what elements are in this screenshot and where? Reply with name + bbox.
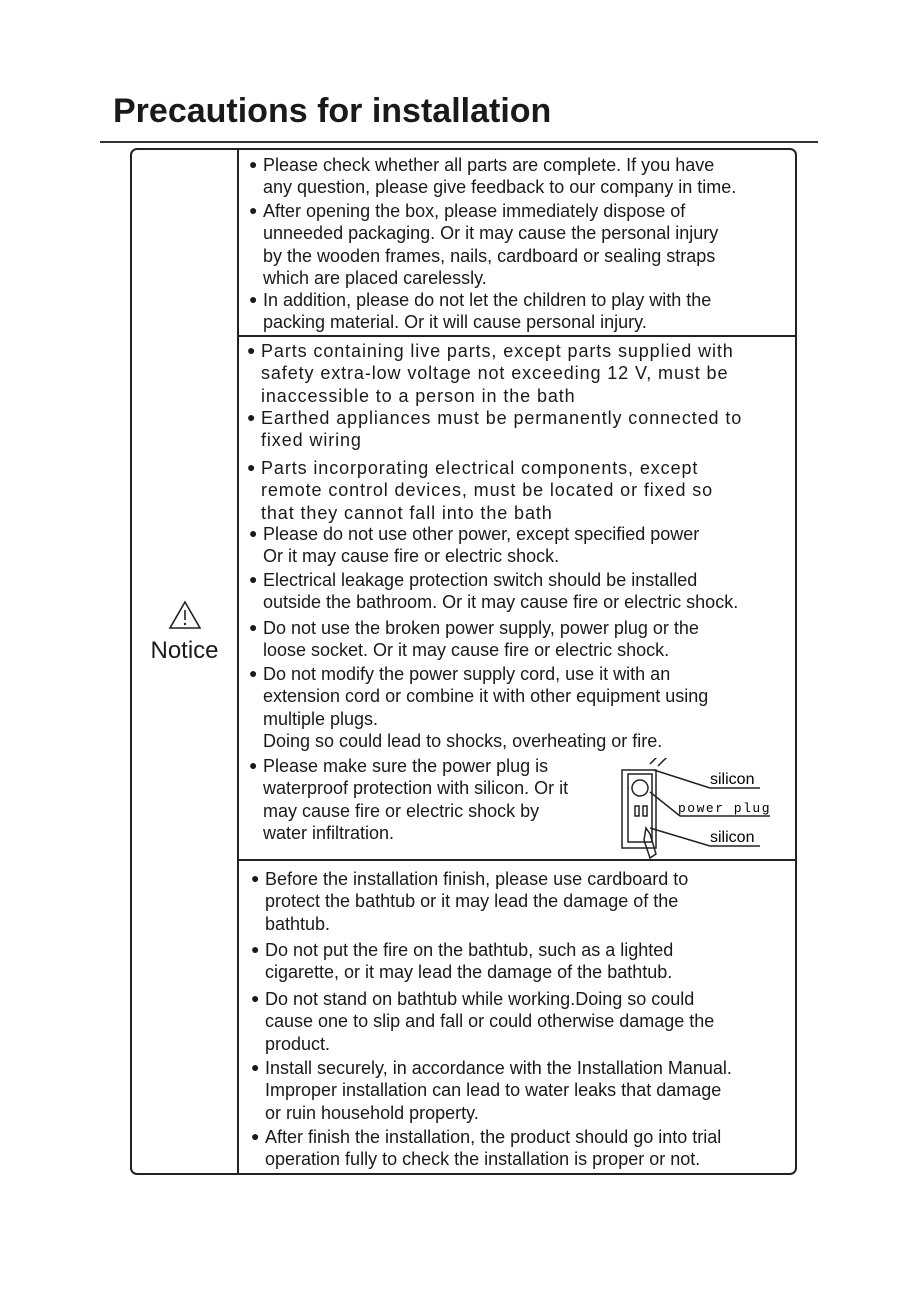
bullet-line: extension cord or combine it with other equipment using — [263, 686, 709, 707]
bullet-line: that they cannot fall into the bath — [261, 502, 553, 523]
bullet-line: may cause fire or electric shock by — [263, 800, 540, 821]
silicon-label-bottom: silicon — [710, 829, 755, 846]
bullet-icon: ● — [249, 525, 258, 541]
power-plug-label: power plug — [678, 801, 772, 816]
bullet-item — [251, 868, 688, 935]
bullet-item — [251, 1126, 721, 1171]
column-divider — [237, 150, 239, 1173]
bullet-item — [247, 407, 742, 452]
bullet-line: packing material. Or it will cause personal injury. — [263, 312, 647, 333]
bullet-line: outside the bathroom. Or it may cause fire or electric shock. — [263, 592, 739, 613]
bullet-line: fixed wiring — [261, 430, 362, 451]
bullet-line: by the wooden frames, nails, cardboard or sealing straps — [263, 245, 716, 266]
bullet-line: Electrical leakage protection switch should be installed — [263, 570, 698, 590]
bullet-line: operation fully to check the installation is proper or not. — [265, 1149, 701, 1170]
title-divider — [100, 141, 818, 143]
bullet-line: cigarette, or it may lead the damage of the bathtub. — [265, 962, 673, 983]
bullet-line: After finish the installation, the product should go into trial — [265, 1127, 722, 1147]
bullet-line: After opening the box, please immediately dispose of — [263, 201, 686, 221]
bullet-item — [249, 200, 718, 290]
bullet-icon: ● — [249, 571, 258, 587]
bullet-icon: ● — [251, 990, 260, 1006]
bullet-line: multiple plugs. — [263, 708, 379, 729]
bullet-item — [251, 1057, 732, 1124]
bullet-item — [249, 617, 699, 662]
bullet-item — [247, 340, 734, 407]
bullet-line: cause one to slip and fall or could otherwise damage the — [265, 1011, 715, 1032]
bullet-line: any question, please give feedback to our company in time. — [263, 177, 737, 198]
power-plug-diagram — [610, 758, 795, 863]
bullet-line: waterproof protection with silicon. Or it — [263, 778, 569, 799]
bullet-icon: ● — [249, 156, 258, 172]
bullet-line: Do not modify the power supply cord, use it with an — [263, 664, 671, 684]
bullet-line: which are placed carelessly. — [263, 268, 487, 289]
bullet-line: Do not use the broken power supply, power plug or the — [263, 618, 699, 638]
bullet-item — [249, 663, 708, 753]
bullet-item — [249, 154, 736, 199]
bullet-icon: ● — [249, 619, 258, 635]
bullet-line: Parts containing live parts, except parts supplied with — [261, 341, 734, 361]
bullet-item — [251, 939, 673, 984]
bullet-line: Doing so could lead to shocks, overheating or fire. — [263, 731, 663, 752]
bullet-icon: ● — [247, 342, 257, 358]
warning-triangle-icon — [168, 600, 202, 630]
bullet-item — [249, 755, 568, 845]
bullet-line: Please check whether all parts are complete. If you have — [263, 155, 715, 175]
bullet-line: protect the bathtub or it may lead the damage of the — [265, 891, 679, 912]
bullet-line: Before the installation finish, please use cardboard to — [265, 869, 689, 889]
bullet-icon: ● — [247, 409, 257, 425]
bullet-line: Parts incorporating electrical components, except — [261, 458, 699, 478]
bullet-line: inaccessible to a person in the bath — [261, 385, 576, 406]
bullet-icon: ● — [249, 202, 258, 218]
bullet-line: remote control devices, must be located or fixed so — [261, 480, 714, 501]
bullet-icon: ● — [249, 291, 258, 307]
bullet-icon: ● — [251, 941, 260, 957]
power-plug-illustration — [610, 758, 795, 863]
bullet-line: Install securely, in accordance with the Installation Manual. — [265, 1058, 732, 1078]
section-divider — [239, 335, 795, 337]
precautions-table — [130, 148, 797, 1175]
bullet-line: Or it may cause fire or electric shock. — [263, 546, 560, 567]
bullet-icon: ● — [249, 757, 258, 773]
bullet-icon: ● — [247, 459, 257, 475]
page-title: Precautions for installation — [113, 92, 552, 130]
bullet-item — [249, 523, 699, 568]
bullet-line: unneeded packaging. Or it may cause the personal injury — [263, 223, 719, 244]
bullet-icon: ● — [251, 1059, 260, 1075]
bullet-item — [249, 569, 738, 614]
silicon-label-top: silicon — [710, 771, 755, 788]
bullet-icon: ● — [251, 870, 260, 886]
bullet-line: Please do not use other power, except specified power — [263, 524, 700, 544]
bullet-line: safety extra-low voltage not exceeding 12 V, must be — [261, 363, 729, 384]
bullet-line: Improper installation can lead to water leaks that damage — [265, 1080, 722, 1101]
bullet-line: In addition, please do not let the children to play with the — [263, 290, 712, 310]
bullet-line: Earthed appliances must be permanently connected to — [261, 408, 743, 428]
notice-text: Notice — [150, 637, 219, 664]
bullet-item — [251, 988, 714, 1055]
bullet-line: Do not put the fire on the bathtub, such as a lighted — [265, 940, 674, 960]
bullet-line: bathtub. — [265, 913, 331, 934]
bullet-line: loose socket. Or it may cause fire or electric shock. — [263, 640, 670, 661]
notice-label — [132, 600, 237, 665]
bullet-line: Please make sure the power plug is — [263, 756, 549, 776]
bullet-item — [249, 289, 711, 334]
bullet-line: or ruin household property. — [265, 1102, 479, 1123]
bullet-line: water infiltration. — [263, 823, 395, 844]
bullet-line: product. — [265, 1033, 331, 1054]
bullet-item — [247, 457, 713, 524]
bullet-icon: ● — [251, 1128, 260, 1144]
bullet-line: Do not stand on bathtub while working.Doing so could — [265, 989, 695, 1009]
bullet-icon: ● — [249, 665, 258, 681]
